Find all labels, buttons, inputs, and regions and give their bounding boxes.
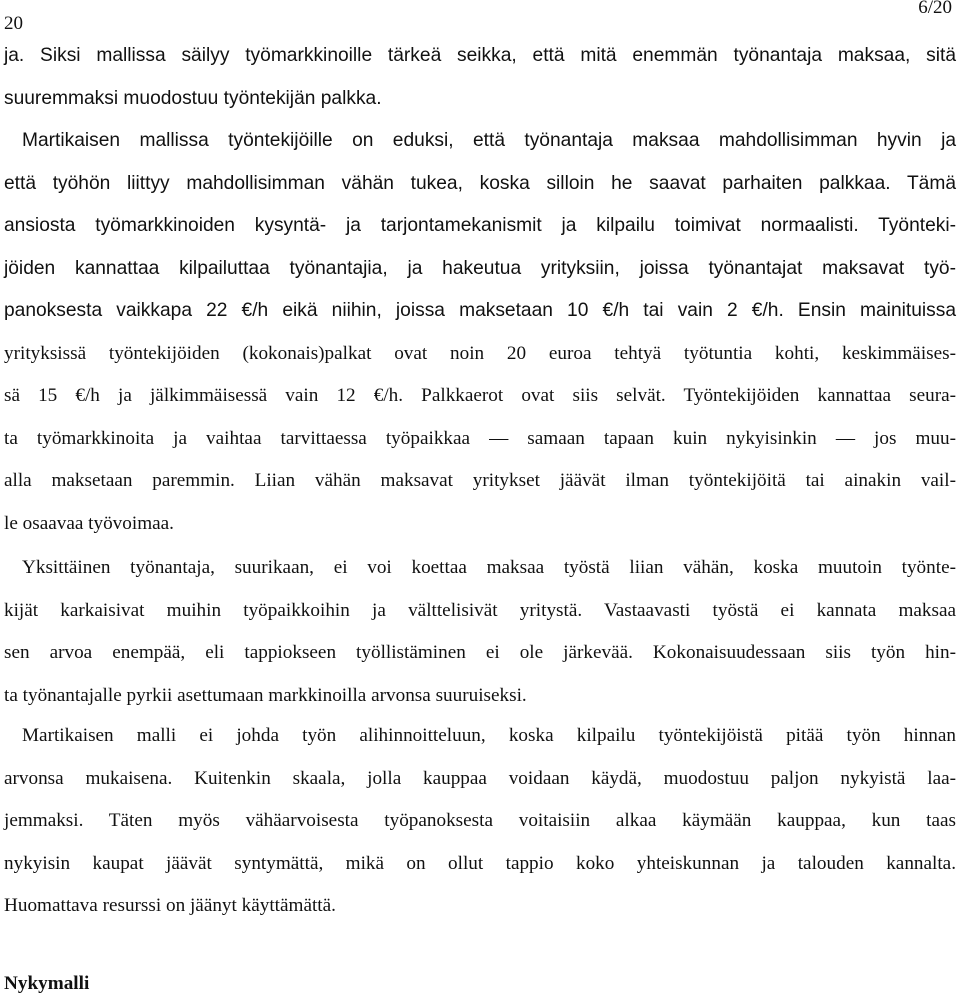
text-line: jöiden kannattaa kilpailuttaa työnantajia, ja hakeutua yrityksiin, joissa työnantajat maksavat työ- xyxy=(4,257,956,279)
text-line: arvonsa mukaisena. Kuitenkin skaala, jolla kauppaa voidaan käydä, muodostuu paljon nykyistä laa- xyxy=(4,767,956,789)
text-line: että työhön liittyy mahdollisimman vähän tukea, koska silloin he saavat parhaiten palkkaa. Tämä xyxy=(4,172,956,194)
section-heading: Nykymalli xyxy=(4,973,90,994)
text-line: Huomattava resurssi on jäänyt käyttämättä. xyxy=(4,895,336,916)
text-line: ja. Siksi mallissa säilyy työmarkkinoille tärkeä seikka, että mitä enemmän työnantaja maksaa, sitä xyxy=(4,45,956,66)
text-line: Martikaisen malli ei johda työn alihinnoitteluun, koska kilpailu työntekijöistä pitää työn hinnan xyxy=(22,725,956,746)
text-line: yrityksissä työntekijöiden (kokonais)palkat ovat noin 20 euroa tehtyä työtuntia kohti, keskimmäises- xyxy=(4,342,956,364)
text-line: nykyisin kaupat jäävät syntymättä, mikä on ollut tappio koko yhteiskunnan ja talouden kannalta. xyxy=(4,852,956,874)
page-number-right: 6/20 xyxy=(918,0,952,18)
text-line: kijät karkaisivat muihin työpaikkoihin ja välttelisivät yritystä. Vastaavasti työstä ei kannata maksaa xyxy=(4,599,956,621)
text-line: jemmaksi. Täten myös vähäarvoisesta työpanoksesta voitaisiin alkaa käymään kauppaa, kun taas xyxy=(4,810,956,831)
text-line: sen arvoa enempää, eli tappiokseen työllistäminen ei ole järkevää. Kokonaisuudessaan siis työn hin- xyxy=(4,642,956,663)
paragraph-1 xyxy=(4,35,956,545)
text-line: ta työmarkkinoita ja vaihtaa tarvittaessa työpaikkaa — samaan tapaan kuin nykyisinkin — jos muu- xyxy=(4,427,956,449)
text-line: ansiosta työmarkkinoiden kysyntä- ja tarjontamekanismit ja kilpailu toimivat normaalisti. Työnteki- xyxy=(4,215,956,236)
page-number-left: 20 xyxy=(4,13,23,34)
text-line: alla maksetaan paremmin. Liian vähän maksavat yritykset jäävät ilman työntekijöitä tai ainakin vail- xyxy=(4,470,956,491)
text-line: suuremmaksi muodostuu työntekijän palkka. xyxy=(4,87,382,109)
text-line: ta työnantajalle pyrkii asettumaan markkinoilla arvonsa suuruiseksi. xyxy=(4,684,527,706)
text-line: Martikaisen mallissa työntekijöille on eduksi, että työnantaja maksaa mahdollisimman hyvin ja xyxy=(22,130,956,151)
text-line: panoksesta vaikkapa 22 €/h eikä niihin, joissa maksetaan 10 €/h tai vain 2 €/h. Ensin mainituissa xyxy=(4,300,956,321)
paragraph-2 xyxy=(4,547,956,717)
paragraph-3 xyxy=(4,715,956,928)
text-line: le osaavaa työvoimaa. xyxy=(4,512,174,534)
text-line: sä 15 €/h ja jälkimmäisessä vain 12 €/h. Palkkaerot ovat siis selvät. Työntekijöiden kannattaa seura- xyxy=(4,385,956,406)
text-line: Yksittäinen työnantaja, suurikaan, ei voi koettaa maksaa työstä liian vähän, koska muutoin työnte- xyxy=(22,557,956,578)
